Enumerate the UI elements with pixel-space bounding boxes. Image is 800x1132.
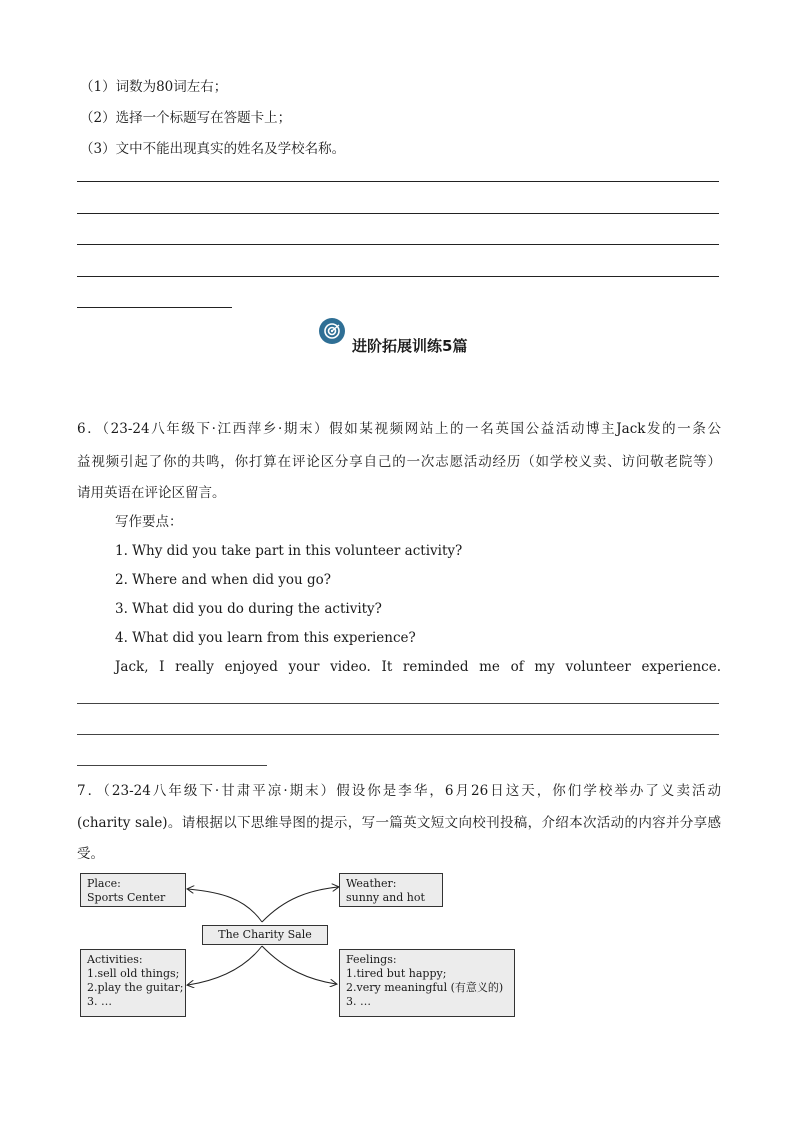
weather-box (339, 873, 443, 907)
center-label: The Charity Sale (218, 928, 312, 941)
q6-point-2: 2. Where and when did you go? (115, 572, 332, 588)
answer-line-short (77, 307, 232, 308)
answer-line (77, 244, 719, 245)
feelings-box (339, 949, 515, 1017)
answer-line (77, 276, 719, 277)
q6-point-1: 1. Why did you take part in this volunteer activity? (115, 543, 463, 559)
activities-item: 1.sell old things; (87, 967, 180, 980)
q6-starter: Jack, I really enjoyed your video. It reminded me of my volunteer experience. (115, 659, 721, 675)
activities-item: 3. … (87, 995, 112, 1008)
feelings-item: 3. … (346, 995, 371, 1008)
feelings-label: Feelings: (346, 953, 397, 966)
q6-line-2: 益视频引起了你的共鸣，你打算在评论区分享自己的一次志愿活动经历（如学校义卖、访问敬老院等） (77, 454, 721, 470)
requirement-1: （1）词数为80词左右； (80, 79, 228, 95)
place-box (80, 873, 186, 907)
answer-line (77, 734, 719, 735)
activities-label: Activities: (87, 953, 143, 966)
target-icon (319, 318, 345, 344)
q6-line-3: 请用英语在评论区留言。 (77, 485, 226, 501)
requirement-2: （2）选择一个标题写在答题卡上； (80, 110, 292, 126)
mind-map (80, 868, 520, 1023)
q7-line-1: 7．（23-24八年级下·甘肃平凉·期末）假设你是李华，6月26日这天，你们学校举办了义卖活动 (77, 783, 721, 799)
place-label: Place: (87, 877, 121, 890)
q7-line-3: 受。 (77, 846, 104, 862)
activities-item: 2.play the guitar; (87, 981, 184, 994)
feelings-item: 2.very meaningful (有意义的) (346, 981, 504, 994)
section-title: 进阶拓展训练5篇 (352, 337, 468, 355)
q6-point-3: 3. What did you do during the activity? (115, 601, 382, 617)
q6-points-label: 写作要点： (115, 514, 183, 530)
weather-value: sunny and hot (346, 891, 425, 904)
activities-box (80, 949, 186, 1017)
answer-line (77, 703, 719, 704)
center-box (202, 925, 328, 945)
weather-label: Weather: (346, 877, 397, 890)
q6-line-1: 6．（23-24八年级下·江西萍乡·期末）假如某视频网站上的一名英国公益活动博主Jack发的一条公 (77, 421, 721, 437)
requirement-3: （3）文中不能出现真实的姓名及学校名称。 (80, 141, 346, 157)
answer-line-short (77, 765, 267, 766)
feelings-item: 1.tired but happy; (346, 967, 447, 980)
answer-line (77, 181, 719, 182)
place-value: Sports Center (87, 891, 166, 904)
q6-point-4: 4. What did you learn from this experience? (115, 630, 416, 646)
q7-line-2: (charity sale)。请根据以下思维导图的提示，写一篇英文短文向校刊投稿，介绍本次活动的内容并分享感 (77, 815, 721, 831)
answer-line (77, 213, 719, 214)
